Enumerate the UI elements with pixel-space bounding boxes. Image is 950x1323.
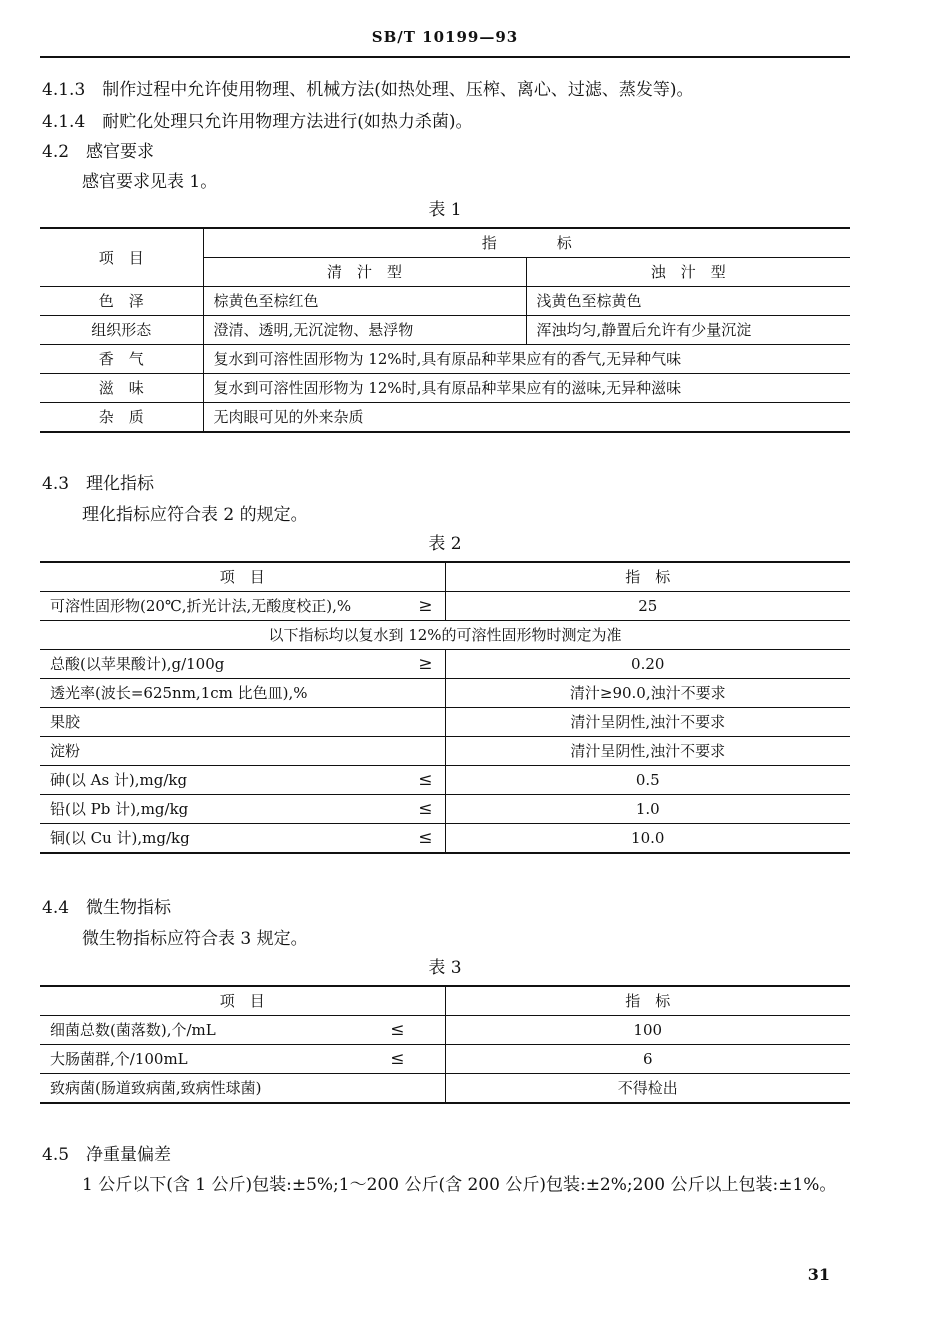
comparison-symbol: ≤ — [390, 1049, 405, 1069]
table2-note: 以下指标均以复水到 12%的可溶性固形物时测定为准 — [40, 621, 850, 650]
section-4-4-title: 4.4 微生物指标 — [42, 898, 172, 918]
table3-caption: 表 3 — [428, 958, 462, 978]
table2-value: 1.0 — [445, 795, 850, 824]
table-row — [40, 287, 850, 316]
table2-head-index: 指 标 — [445, 562, 850, 592]
table3 — [40, 985, 850, 1104]
table1-cloudy-value: 浅黄色至棕黄色 — [526, 287, 850, 316]
table2-item-label: 可溶性固形物(20℃,折光计法,无酸度校正),% — [50, 597, 352, 615]
table3-head-item: 项 目 — [40, 986, 445, 1016]
table-row — [40, 1045, 850, 1074]
table1-merged-value: 无肉眼可见的外来杂质 — [203, 403, 850, 433]
header-rule — [40, 56, 850, 58]
table2-caption: 表 2 — [428, 534, 462, 554]
table2-value: 清汁≥90.0,浊汁不要求 — [445, 679, 850, 708]
table1-merged-value: 复水到可溶性固形物为 12%时,具有原品种苹果应有的香气,无异种气味 — [203, 345, 850, 374]
table2-value: 0.5 — [445, 766, 850, 795]
table1-item: 香 气 — [40, 345, 203, 374]
table2-note-row — [40, 621, 850, 650]
table3-item-label: 致病菌(肠道致病菌,致病性球菌) — [50, 1079, 262, 1097]
section-4-5-text: 1 公斤以下(含 1 公斤)包装:±5%;1～200 公斤(含 200 公斤)包装:±2%;200 公斤以上包装:±1%。 — [82, 1175, 837, 1195]
comparison-symbol: ≤ — [418, 799, 433, 819]
table3-item-cell — [40, 1045, 445, 1074]
clause-4-1-3: 4.1.3 制作过程中允许使用物理、机械方法(如热处理、压榨、离心、过滤、蒸发等)。 — [42, 80, 694, 100]
table3-item-label: 细菌总数(菌落数),个/mL — [50, 1021, 216, 1039]
table-row — [40, 1074, 850, 1104]
table3-item-cell — [40, 1074, 445, 1104]
table2-head-item: 项 目 — [40, 562, 445, 592]
table1-caption: 表 1 — [428, 200, 462, 220]
table-row — [40, 316, 850, 345]
section-4-3-text: 理化指标应符合表 2 的规定。 — [82, 505, 308, 525]
table2-value: 清汁呈阴性,浊汁不要求 — [445, 737, 850, 766]
section-4-3-title: 4.3 理化指标 — [42, 474, 155, 494]
table1-item: 滋 味 — [40, 374, 203, 403]
table1-header-row — [40, 228, 850, 258]
table2-value: 清汁呈阴性,浊汁不要求 — [445, 708, 850, 737]
table-row — [40, 795, 850, 824]
table2-item-cell — [40, 650, 445, 679]
table-row — [40, 345, 850, 374]
table2-item-label: 铜(以 Cu 计),mg/kg — [50, 829, 190, 847]
table2-item-cell — [40, 708, 445, 737]
table-row — [40, 679, 850, 708]
table-row — [40, 403, 850, 433]
table3-item-cell — [40, 1016, 445, 1045]
table2-item-label: 砷(以 As 计),mg/kg — [50, 771, 188, 789]
table3-value: 不得检出 — [445, 1074, 850, 1104]
table1-head-cloudy: 浊 汁 型 — [526, 258, 850, 287]
table2-item-cell — [40, 795, 445, 824]
table3-header-row — [40, 986, 850, 1016]
table-row — [40, 592, 850, 621]
table1-item: 色 泽 — [40, 287, 203, 316]
comparison-symbol: ≥ — [418, 654, 433, 674]
table-row — [40, 708, 850, 737]
comparison-symbol: ≥ — [418, 596, 433, 616]
table3-head-index: 指 标 — [445, 986, 850, 1016]
table2 — [40, 561, 850, 854]
table1-item: 杂 质 — [40, 403, 203, 433]
table1-merged-value: 复水到可溶性固形物为 12%时,具有原品种苹果应有的滋味,无异种滋味 — [203, 374, 850, 403]
table1-cloudy-value: 浑浊均匀,静置后允许有少量沉淀 — [526, 316, 850, 345]
table-row — [40, 374, 850, 403]
comparison-symbol: ≤ — [418, 828, 433, 848]
table-row — [40, 824, 850, 854]
section-4-5-title: 4.5 净重量偏差 — [42, 1145, 172, 1165]
table-row — [40, 650, 850, 679]
table2-item-label: 果胶 — [50, 713, 81, 731]
standard-header: SB/T 10199—93 — [371, 28, 519, 46]
section-4-2-text: 感官要求见表 1。 — [82, 172, 218, 192]
table1-head-item: 项 目 — [40, 228, 203, 287]
section-4-4-text: 微生物指标应符合表 3 规定。 — [82, 929, 308, 949]
table3-item-label: 大肠菌群,个/100mL — [50, 1050, 188, 1068]
table2-item-cell — [40, 737, 445, 766]
section-4-2-title: 4.2 感官要求 — [42, 142, 155, 162]
table1 — [40, 227, 850, 433]
page-number: 31 — [807, 1265, 830, 1284]
table-row — [40, 1016, 850, 1045]
table2-item-label: 透光率(波长=625nm,1cm 比色皿),% — [50, 684, 308, 702]
table1-head-index: 指 标 — [203, 228, 850, 258]
table3-value: 6 — [445, 1045, 850, 1074]
table2-item-cell — [40, 592, 445, 621]
table1-clear-value: 棕黄色至棕红色 — [203, 287, 526, 316]
clause-4-1-4: 4.1.4 耐贮化处理只允许用物理方法进行(如热力杀菌)。 — [42, 112, 473, 132]
table2-item-label: 淀粉 — [50, 742, 81, 760]
table1-item: 组织形态 — [40, 316, 203, 345]
table2-item-label: 总酸(以苹果酸计),g/100g — [50, 655, 225, 673]
table3-value: 100 — [445, 1016, 850, 1045]
comparison-symbol: ≤ — [418, 770, 433, 790]
table1-head-clear: 清 汁 型 — [203, 258, 526, 287]
table2-item-cell — [40, 679, 445, 708]
table2-value: 0.20 — [445, 650, 850, 679]
table2-header-row — [40, 562, 850, 592]
table2-item-cell — [40, 824, 445, 854]
comparison-symbol: ≤ — [390, 1020, 405, 1040]
table-row — [40, 766, 850, 795]
table2-value: 25 — [445, 592, 850, 621]
table-row — [40, 737, 850, 766]
table2-item-label: 铅(以 Pb 计),mg/kg — [50, 800, 189, 818]
table2-item-cell — [40, 766, 445, 795]
table1-clear-value: 澄清、透明,无沉淀物、悬浮物 — [203, 316, 526, 345]
table2-value: 10.0 — [445, 824, 850, 854]
